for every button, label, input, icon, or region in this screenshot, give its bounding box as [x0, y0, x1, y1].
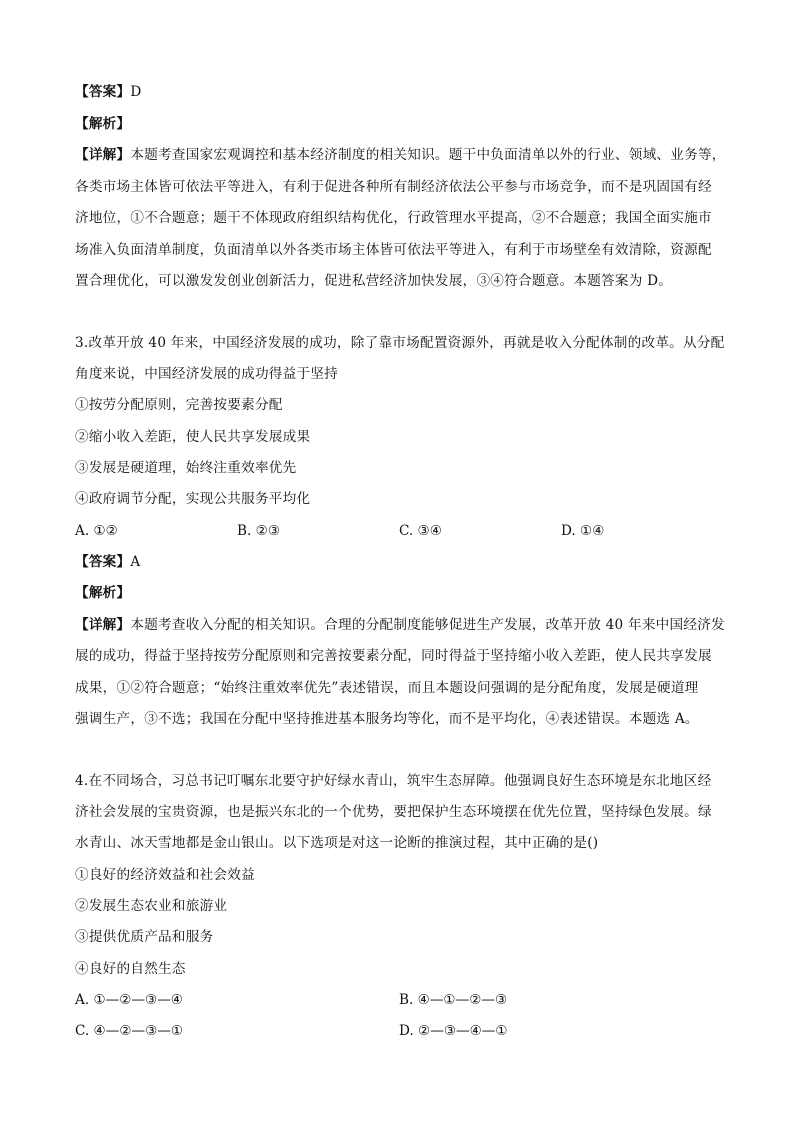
detail-tag: 【详解】: [75, 617, 131, 633]
answer-value: D: [130, 84, 142, 100]
question-3-option-a: A. ①②: [75, 523, 118, 539]
analysis-tag: 【解析】: [75, 585, 131, 601]
question-3-option-d: D. ①④: [561, 523, 605, 539]
question-3-stem-1: 3.改革开放 40 年来，中国经济发展的成功，除了靠市场配置资源外，再就是收入分配体制的改革。从分配: [75, 335, 725, 351]
question-3-item-3: ③发展是硬道理，始终注重效率优先: [75, 460, 297, 476]
question-3-stem-2: 角度来说，中国经济发展的成功得益于坚持: [75, 366, 339, 382]
analysis-line-q3-3: 成果，①②符合题意；“始终注重效率优先”表述错误，而且本题设问强调的是分配角度，发展是硬道理: [75, 680, 699, 696]
question-4-stem-1: 4.在不同场合，习总书记叮嘱东北要守护好绿水青山，筑牢生态屏障。他强调良好生态环境是东北地区经: [75, 773, 712, 789]
question-3-item-4: ④政府调节分配，实现公共服务平均化: [75, 491, 311, 507]
answer-line-q3: [75, 552, 735, 572]
analysis-line-q2-1: [75, 145, 735, 165]
question-4-option-a: A. ①—②—③—④: [75, 992, 183, 1008]
question-3-item-1: ①按劳分配原则，完善按要素分配: [75, 397, 283, 413]
question-4-option-c: C. ④—②—③—①: [75, 1023, 184, 1039]
analysis-tag: 【解析】: [75, 116, 131, 132]
analysis-text: 本题考查国家宏观调控和基本经济制度的相关知识。题干中负面清单以外的行业、领域、业务等，: [130, 147, 726, 163]
analysis-heading-q3: [75, 583, 735, 603]
question-4-item-2: ②发展生态农业和旅游业: [75, 898, 228, 914]
question-4-option-d: D. ②—③—④—①: [399, 1023, 508, 1039]
answer-line-q2: [75, 82, 735, 102]
analysis-text: 本题考查收入分配的相关知识。合理的分配制度能够促进生产发展，改革开放 40 年来中国经济发: [130, 617, 725, 633]
question-3-option-c: C. ③④: [399, 523, 442, 539]
detail-tag: 【详解】: [75, 147, 131, 163]
analysis-line-q2-2: 各类市场主体皆可依法平等进入，有利于促进各种所有制经济依法公平参与市场竞争，而不是巩固国有经: [75, 179, 712, 195]
question-4-stem-2: 济社会发展的宝贵资源，也是振兴东北的一个优势，要把保护生态环境摆在优先位置，坚持绿色发展。绿: [75, 804, 712, 820]
question-4-stem-3: 水青山、冰天雪地都是金山银山。以下选项是对这一论断的推演过程，其中正确的是(): [75, 835, 599, 851]
analysis-line-q3-1: [75, 615, 735, 635]
analysis-line-q2-5: 置合理优化，可以激发发创业创新活力，促进私营经济加快发展，③④符合题意。本题答案为 D。: [75, 273, 673, 289]
analysis-line-q2-3: 济地位，①不合题意；题干不体现政府组织结构优化，行政管理水平提高，②不合题意；我国全面实施市: [75, 210, 712, 226]
question-3-item-2: ②缩小收入差距，使人民共享发展成果: [75, 429, 311, 445]
analysis-line-q3-2: 展的成功，得益于坚持按劳分配原则和完善按要素分配，同时得益于坚持缩小收入差距，使人民共享发展: [75, 648, 712, 664]
analysis-line-q2-4: 场准入负面清单制度，负面清单以外各类市场主体皆可依法平等进入，有利于市场壁垒有效清除，资源配: [75, 242, 712, 258]
analysis-line-q3-4: 强调生产，③不选；我国在分配中坚持推进基本服务均等化，而不是平均化，④表述错误。本题选 A。: [75, 711, 699, 727]
answer-tag: 【答案】: [75, 84, 131, 100]
analysis-heading-q2: [75, 114, 735, 134]
question-4-item-1: ①良好的经济效益和社会效益: [75, 867, 255, 883]
question-4-item-4: ④良好的自然生态: [75, 961, 186, 977]
question-3-option-b: B. ②③: [237, 523, 281, 539]
question-4-option-b: B. ④—①—②—③: [399, 992, 508, 1008]
answer-value: A: [130, 554, 141, 570]
answer-tag: 【答案】: [75, 554, 131, 570]
question-4-item-3: ③提供优质产品和服务: [75, 929, 214, 945]
